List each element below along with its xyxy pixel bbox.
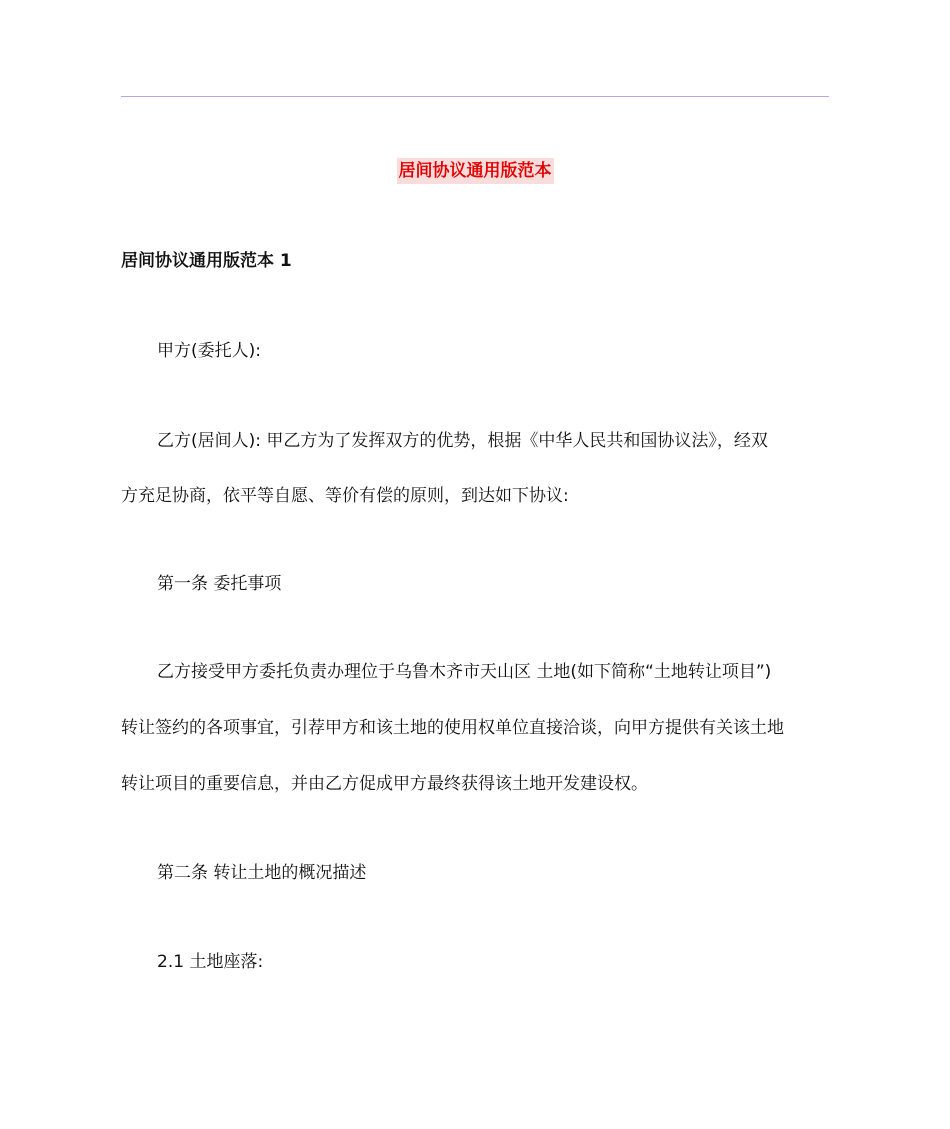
party-b-line-2: 方充足协商，依平等自愿、等价有偿的原则，到达如下协议: (121, 486, 569, 506)
party-a-line: 甲方(委托人): (157, 341, 261, 361)
article-1-heading: 第一条 委托事项 (157, 574, 282, 594)
article-2-heading: 第二条 转让土地的概况描述 (157, 863, 367, 883)
title-container (0, 158, 950, 184)
header-divider (121, 96, 829, 97)
section-heading: 居间协议通用版范本 1 (121, 251, 292, 271)
document-title: 居间协议通用版范本 (397, 158, 554, 184)
party-b-text-1: 乙方(居间人): 甲乙方为了发挥双方的优势，根据《中华人民共和国协议法》，经双 (157, 431, 768, 451)
clause-2-1: 2.1 土地座落: (157, 952, 264, 972)
article-1-line-3: 转让项目的重要信息，并由乙方促成甲方最终获得该土地开发建设权。 (121, 774, 648, 794)
article-1-line-1: 乙方接受甲方委托负责办理位于乌鲁木齐市天山区 土地(如下简称“土地转让项目”) (157, 662, 772, 682)
article-1-line-2: 转让签约的各项事宜，引荐甲方和该土地的使用权单位直接洽谈，向甲方提供有关该土地 (121, 718, 784, 738)
party-b-line-1 (157, 429, 768, 453)
